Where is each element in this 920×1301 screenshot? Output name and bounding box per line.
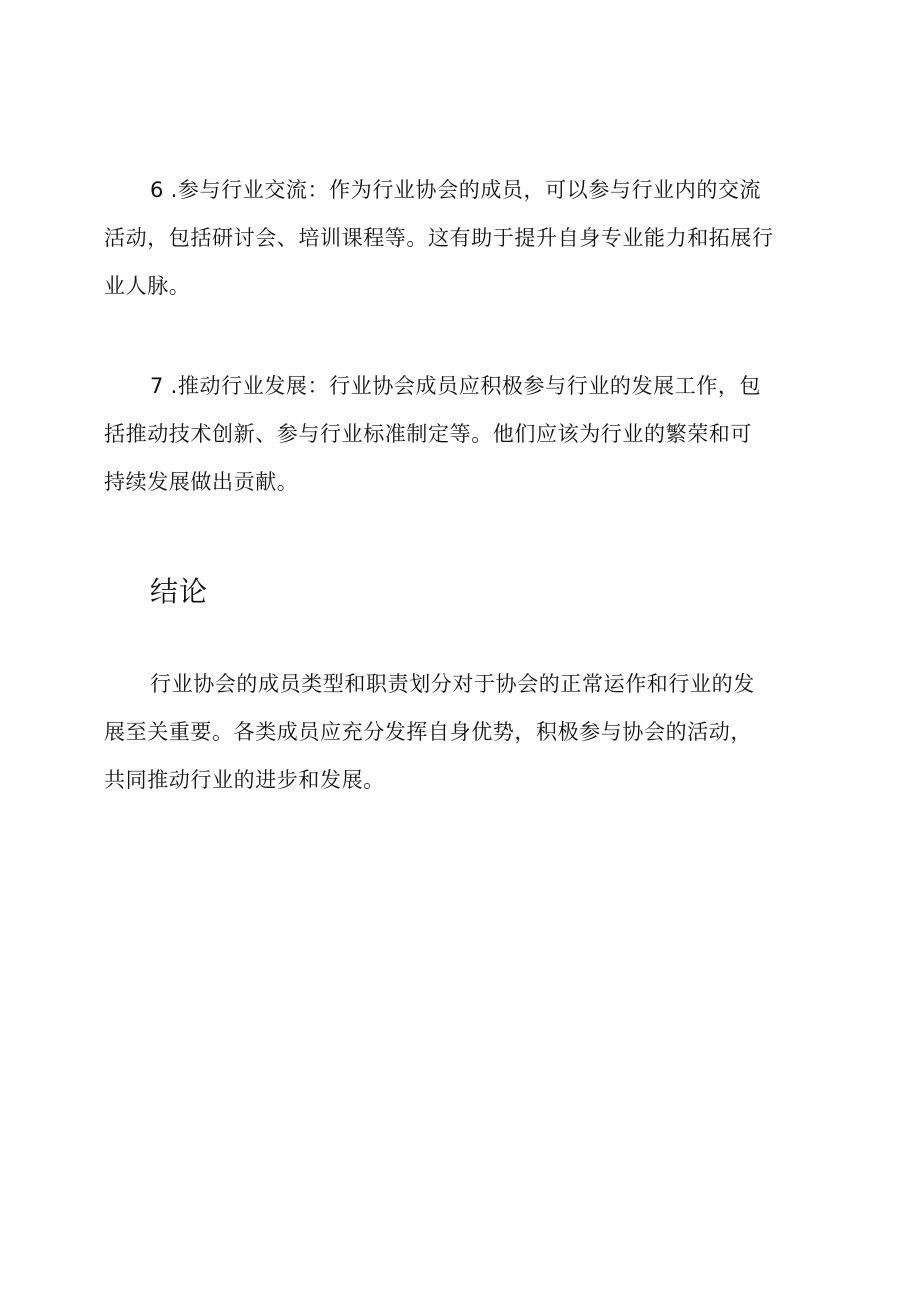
- list-item-6: [104, 166, 820, 310]
- paragraph-line: 共同推动行业的进步和发展。: [104, 768, 385, 792]
- list-item-number: 6: [150, 178, 164, 202]
- conclusion-paragraph: [104, 660, 820, 804]
- conclusion-heading: 结论: [150, 575, 209, 608]
- list-item-7: [104, 362, 820, 506]
- list-item-text: .参与行业交流：作为行业协会的成员，可以参与行业内的交流: [170, 178, 762, 202]
- list-item-text: 持续发展做出贡献。: [104, 470, 299, 494]
- list-item-text: .推动行业发展：行业协会成员应积极参与行业的发展工作，包: [170, 374, 762, 398]
- list-item-first-line: [104, 362, 820, 410]
- list-item-number: 7: [150, 374, 164, 398]
- list-item-text: 活动，包括研讨会、培训课程等。这有助于提升自身专业能力和拓展行: [104, 226, 774, 250]
- paragraph-line: 行业协会的成员类型和职责划分对于协会的正常运作和行业的发: [150, 672, 755, 696]
- list-item-first-line: [104, 166, 820, 214]
- list-item-text: 业人脉。: [104, 274, 191, 298]
- list-item-text: 括推动技术创新、参与行业标准制定等。他们应该为行业的繁荣和可: [104, 422, 752, 446]
- paragraph-line: 展至关重要。各类成员应充分发挥自身优势，积极参与协会的活动，: [104, 720, 752, 744]
